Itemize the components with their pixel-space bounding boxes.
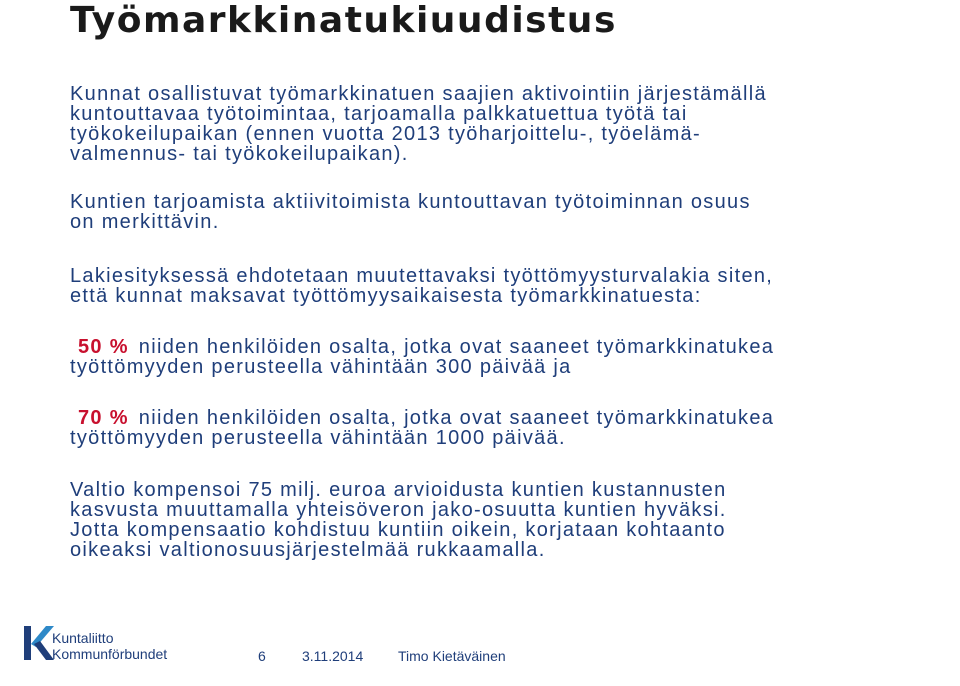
logo-wordmark xyxy=(52,630,167,662)
text-line: kasvusta muuttamalla yhteisöveron jako-osuutta kuntien hyväksi. xyxy=(70,499,727,521)
paragraph-law-proposal xyxy=(70,266,950,306)
text-line: oikeaksi valtionosuusjärjestelmää rukkaamalla. xyxy=(70,539,546,561)
text-line: kuntouttavaa työtoimintaa, tarjoamalla palkkatuettua työtä tai xyxy=(70,103,688,125)
paragraph-municipalities xyxy=(70,84,950,164)
paragraph-activation-share xyxy=(70,192,950,232)
text-line: on merkittävin. xyxy=(70,211,220,233)
text-line: Jotta kompensaatio kohdistuu kuntiin oikein, korjataan kohtaanto xyxy=(70,519,726,541)
kuntaliitto-k-logo-icon xyxy=(22,622,56,664)
text-line: niiden henkilöiden osalta, jotka ovat saaneet työmarkkinatukea xyxy=(138,336,775,358)
text-line: Lakiesityksessä ehdotetaan muutettavaksi työttömyysturvalakia siten, xyxy=(70,265,774,287)
text-line: työttömyyden perusteella vähintään 1000 päivää. xyxy=(70,427,566,449)
logo-line: Kuntaliitto xyxy=(52,630,114,646)
text-line: Kuntien tarjoamista aktiivitoimista kuntouttavan työtoiminnan osuus xyxy=(70,191,751,213)
text-line: Kunnat osallistuvat työmarkkinatuen saajien aktivointiin järjestämällä xyxy=(70,83,767,105)
text-line: valmennus- tai työkokeilupaikan). xyxy=(70,143,409,165)
percentage-70: 70 % xyxy=(78,407,129,429)
item-50-percent xyxy=(70,337,950,377)
logo-line: Kommunförbundet xyxy=(52,646,168,662)
text-line: että kunnat maksavat työttömyysaikaisesta työmarkkinatuesta: xyxy=(70,285,702,307)
page-number: 6 xyxy=(258,648,266,664)
paragraph-compensation xyxy=(70,480,950,560)
text-line: Valtio kompensoi 75 milj. euroa arvioidusta kuntien kustannusten xyxy=(70,479,727,501)
item-70-percent xyxy=(70,408,950,448)
footer-date: 3.11.2014 xyxy=(302,648,364,664)
text-line: työkokeilupaikan (ennen vuotta 2013 työharjoittelu-, työelämä- xyxy=(70,123,701,145)
slide-title: Työmarkkinatukiuudistus xyxy=(70,0,617,41)
text-line: työttömyyden perusteella vähintään 300 päivää ja xyxy=(70,356,572,378)
text-line: niiden henkilöiden osalta, jotka ovat saaneet työmarkkinatukea xyxy=(138,407,775,429)
footer-author: Timo Kietäväinen xyxy=(398,648,506,664)
percentage-50: 50 % xyxy=(78,336,129,358)
